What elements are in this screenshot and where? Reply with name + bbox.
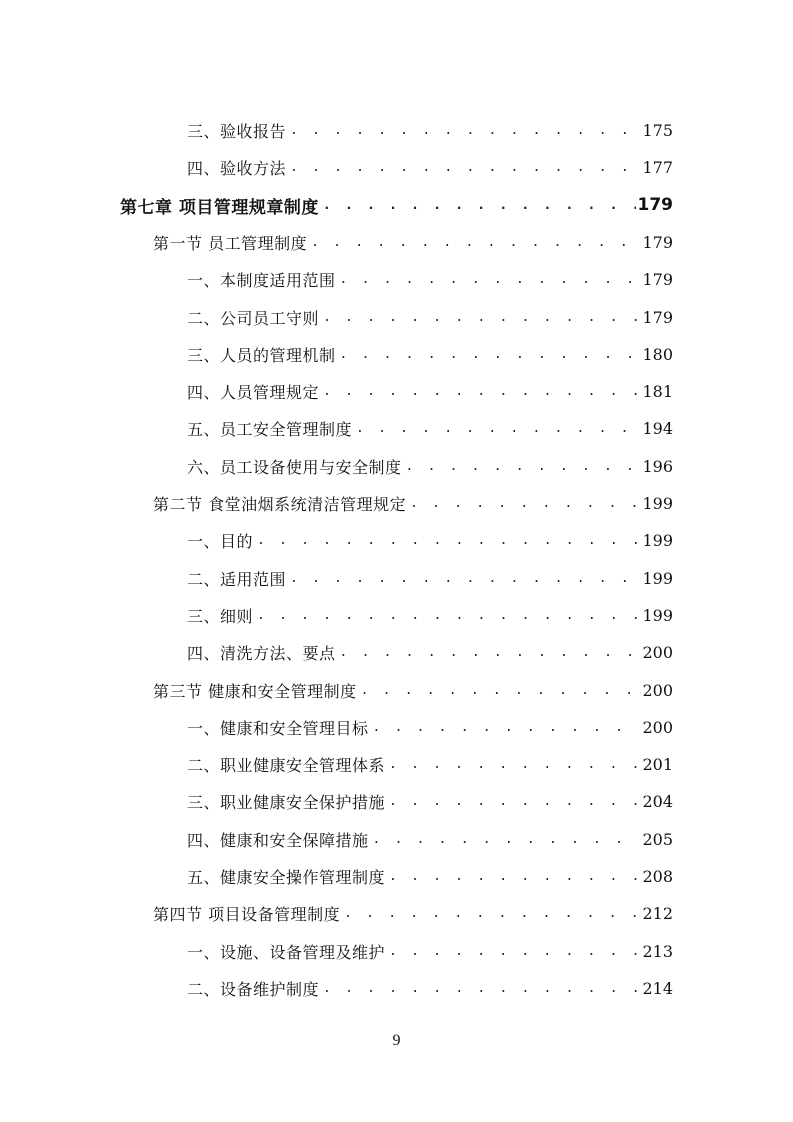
toc-subsection-entry[interactable] — [187, 373, 673, 410]
toc-entry-label: 三、人员的管理机制 — [187, 345, 336, 365]
toc-entry-label: 第三节 健康和安全管理制度 — [153, 681, 357, 701]
toc-entry-page: 179 — [637, 195, 673, 216]
toc-entry-page: 196 — [642, 456, 673, 476]
toc-entry-page: 200 — [642, 680, 673, 700]
toc-entry-page: 177 — [642, 158, 673, 178]
toc-entry-page: 199 — [642, 531, 673, 551]
toc-leader-dots — [410, 496, 640, 511]
toc-entry-page: 213 — [642, 941, 673, 961]
toc-entry-page: 201 — [642, 755, 673, 775]
toc-entry-label: 六、员工设备使用与安全制度 — [187, 457, 402, 477]
toc-subsection-entry[interactable] — [187, 410, 673, 447]
toc-section-entry[interactable] — [153, 485, 673, 522]
toc-leader-dots — [389, 794, 640, 809]
toc-subsection-entry[interactable] — [187, 112, 673, 149]
toc-leader-dots — [323, 981, 640, 996]
toc-subsection-entry[interactable] — [187, 709, 673, 746]
toc-leader-dots — [356, 421, 640, 436]
toc-entry-page: 208 — [642, 867, 673, 886]
toc-leader-dots — [389, 869, 640, 884]
toc-entry-label: 四、人员管理规定 — [187, 383, 320, 403]
toc-entry-page: 194 — [642, 419, 673, 439]
toc-entry-page: 214 — [642, 978, 673, 998]
toc-subsection-entry[interactable] — [187, 149, 673, 186]
toc-entry-label: 第四节 项目设备管理制度 — [153, 905, 341, 925]
toc-leader-dots — [373, 720, 641, 735]
toc-subsection-entry[interactable] — [187, 821, 673, 858]
toc-entry-label: 三、验收报告 — [187, 122, 287, 141]
toc-subsection-entry[interactable] — [187, 970, 673, 1007]
toc-leader-dots — [257, 533, 640, 548]
toc-entry-label: 一、目的 — [187, 532, 254, 552]
toc-entry-label: 四、验收方法 — [187, 159, 287, 179]
toc-entry-label: 一、健康和安全管理目标 — [187, 718, 369, 738]
toc-leader-dots — [406, 459, 641, 474]
toc-subsection-entry[interactable] — [187, 560, 673, 597]
toc-leader-dots — [340, 347, 641, 362]
toc-leader-dots — [323, 310, 640, 325]
toc-entry-page: 179 — [642, 270, 673, 290]
toc-subsection-entry[interactable] — [187, 783, 673, 820]
toc-entry-page: 199 — [642, 605, 673, 625]
toc-leader-dots — [389, 757, 640, 772]
toc-entry-label: 第一节 员工管理制度 — [153, 233, 308, 253]
toc-subsection-entry[interactable] — [187, 336, 673, 373]
toc-entry-label: 一、设施、设备管理及维护 — [187, 942, 386, 962]
toc-leader-dots — [389, 944, 640, 959]
toc-leader-dots — [373, 832, 641, 847]
toc-leader-dots — [340, 272, 641, 287]
toc-subsection-entry[interactable] — [187, 448, 673, 485]
toc-entry-page: 212 — [642, 904, 673, 924]
toc-section-entry[interactable] — [153, 672, 673, 709]
toc-entry-page: 204 — [642, 792, 673, 812]
toc-entry-label: 二、职业健康安全管理体系 — [187, 756, 386, 776]
toc-leader-dots — [290, 123, 640, 138]
toc-entry-label: 三、细则 — [187, 606, 254, 626]
toc-chapter-entry[interactable] — [120, 187, 673, 224]
toc-entry-page: 200 — [642, 717, 673, 737]
toc-entry-label: 一、本制度适用范围 — [187, 271, 336, 291]
toc-leader-dots — [311, 235, 640, 250]
toc-entry-label: 二、设备维护制度 — [187, 979, 320, 999]
toc-entry-label: 三、职业健康安全保护措施 — [187, 793, 386, 813]
toc-leader-dots — [290, 571, 640, 586]
toc-entry-label: 五、健康安全操作管理制度 — [187, 868, 386, 887]
toc-entry-page: 179 — [642, 307, 673, 327]
toc-leader-dots — [323, 384, 640, 399]
toc-entry-page: 199 — [642, 494, 673, 513]
toc-entry-page: 205 — [642, 829, 673, 849]
toc-subsection-entry[interactable] — [187, 299, 673, 336]
toc-entry-label: 四、健康和安全保障措施 — [187, 830, 369, 850]
toc-entry-label: 二、适用范围 — [187, 569, 287, 589]
toc-entry-label: 第二节 食堂油烟系统清洁管理规定 — [153, 495, 407, 514]
toc-leader-dots — [344, 906, 640, 921]
toc-leader-dots — [340, 645, 641, 660]
toc-entry-page: 175 — [642, 121, 673, 140]
toc-entry-label: 第七章 项目管理规章制度 — [120, 197, 319, 218]
toc-section-entry[interactable] — [153, 224, 673, 261]
toc-entry-label: 二、公司员工守则 — [187, 308, 320, 328]
toc-leader-dots — [323, 198, 636, 213]
toc-subsection-entry[interactable] — [187, 597, 673, 634]
toc-entry-page: 199 — [642, 568, 673, 588]
toc-subsection-entry[interactable] — [187, 858, 673, 895]
toc-entry-page: 179 — [642, 232, 673, 252]
toc-subsection-entry[interactable] — [187, 634, 673, 671]
toc-subsection-entry[interactable] — [187, 261, 673, 298]
toc-entry-page: 200 — [642, 643, 673, 663]
toc-entry-label: 四、清洗方法、要点 — [187, 644, 336, 664]
toc-entry-page: 181 — [642, 382, 673, 402]
page-number: 9 — [392, 1032, 401, 1049]
toc-subsection-entry[interactable] — [187, 933, 673, 970]
toc-leader-dots — [361, 683, 641, 698]
toc-section-entry[interactable] — [153, 895, 673, 932]
toc-leader-dots — [257, 608, 640, 623]
toc-subsection-entry[interactable] — [187, 522, 673, 559]
toc-entry-label: 五、员工安全管理制度 — [187, 420, 353, 440]
toc-subsection-entry[interactable] — [187, 746, 673, 783]
toc-entry-page: 180 — [642, 344, 673, 364]
toc-leader-dots — [290, 160, 640, 175]
